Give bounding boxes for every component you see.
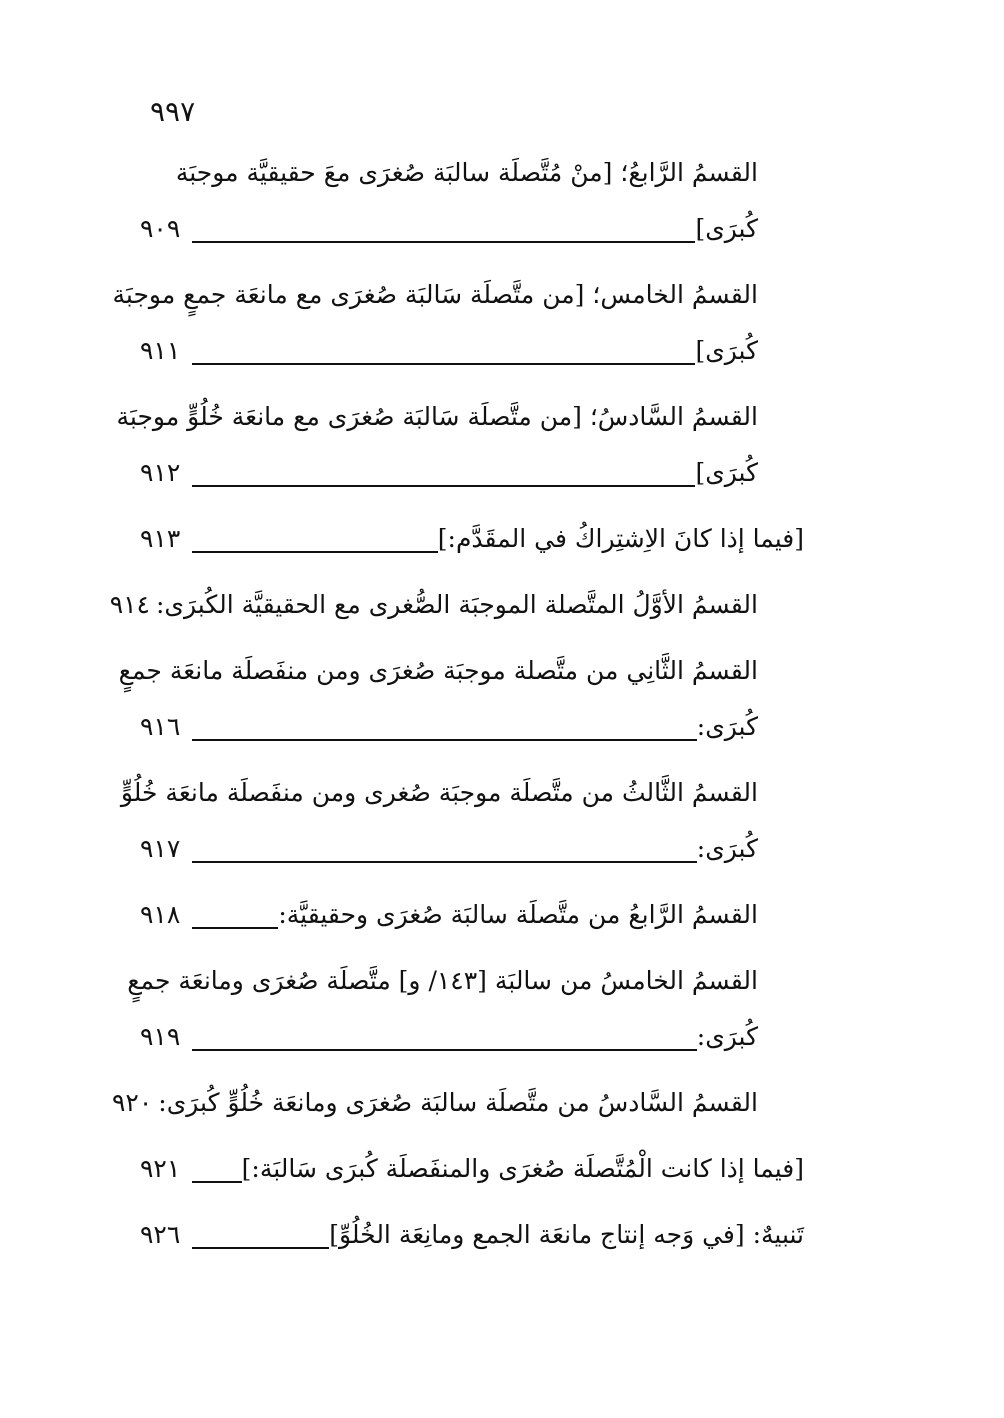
- leader-line: [192, 537, 437, 553]
- toc-entry-title: كُبرَى:: [696, 712, 758, 741]
- leader-line: [192, 1035, 696, 1051]
- leader-line: [192, 725, 696, 741]
- toc-entry-title-line: القسمُ الثَّانِي من متَّصلة موجبَة صُغرَى ومن منفَصلَة مانعَة جمعٍ: [118, 656, 758, 685]
- leader-line: [192, 471, 695, 487]
- toc-entry-title-line: القسمُ الثَّالثُ من متَّصلَة موجبَة صُغرى ومن منفَصلَة مانعَة خُلُوٍّ: [120, 778, 758, 807]
- toc-entry-page-number: ٩١٩: [140, 1022, 181, 1051]
- toc-entry-page-number: ٩١١: [140, 336, 181, 365]
- toc-entry-page-number: ٩١٦: [140, 712, 181, 741]
- toc-entry-page-number: ٩٢٠: [111, 1088, 153, 1117]
- leader-line: [192, 847, 696, 863]
- toc-entry-title: كُبرَى:: [696, 834, 758, 863]
- toc-entry-title: كُبرَى]: [695, 336, 758, 365]
- toc-entry-title-line: القسمُ السَّادسُ؛ [من متَّصلَة سَالبَة صُغرَى مع مانعَة خُلُوٍّ موجبَة: [116, 402, 758, 431]
- leader-line: [192, 1233, 329, 1249]
- toc-entry-page-number: ٩١٧: [140, 834, 181, 863]
- toc-entry-title: كُبرَى]: [695, 458, 758, 487]
- leader-line: [192, 349, 695, 365]
- toc-entry-title: كُبرَى:: [696, 1022, 758, 1051]
- toc-entry-title: [فيما إذا كانَ الاِشتِراكُ في المقَدَّم:]: [437, 524, 804, 553]
- toc-entry-title-line: القسمُ الرَّابعُ؛ [منْ مُتَّصلَة سالبَة صُغرَى معَ حقيقيَّة موجبَة: [175, 158, 758, 187]
- toc-entry-page-number: ٩١٤: [109, 590, 150, 619]
- toc-entry-title: القسمُ السَّادسُ من متَّصلَة سالبَة صُغرَى ومانعَة خُلُوٍّ كُبرَى:: [158, 1088, 758, 1117]
- toc-entry-title: تَنبيهٌ: [في وَجه إنتاج مانعَة الجمع ومانِعَة الخُلُوِّ]: [329, 1220, 804, 1249]
- toc-entry-page-number: ٩٢٦: [140, 1220, 181, 1249]
- toc-entry-page-number: ٩١٢: [140, 458, 181, 487]
- toc-entry-page-number: ٩٠٩: [140, 214, 181, 243]
- toc-entry-page-number: ٩٢١: [140, 1154, 181, 1183]
- toc-entry-title-line: القسمُ الخامسُ من سالبَة [١٤٣/ و] متَّصلَة صُغرَى ومانعَة جمعٍ: [127, 966, 758, 995]
- page-number: ٩٩٧: [150, 95, 196, 128]
- toc-entry-page-number: ٩١٨: [140, 900, 181, 929]
- leader-line: [192, 913, 278, 929]
- toc-entry-title: كُبرَى]: [695, 214, 758, 243]
- toc-entry-title-line: القسمُ الخامس؛ [من متَّصلَة سَالبَة صُغرَى مع مانعَة جمعٍ موجبَة: [112, 280, 758, 309]
- toc-entry-page-number: ٩١٣: [140, 524, 181, 553]
- toc-entry-title: [فيما إذا كانت الْمُتَّصلَة صُغرَى والمنفَصلَة كُبرَى سَالبَة:]: [241, 1154, 804, 1183]
- toc-entry-title: القسمُ الرَّابعُ من متَّصلَة سالبَة صُغرَى وحقيقيَّة:: [278, 900, 758, 929]
- leader-line: [192, 1167, 241, 1183]
- toc-entry-title: القسمُ الأوَّلُ المتَّصلة الموجبَة الصُّغرى مع الحقيقيَّة الكُبرَى:: [155, 590, 758, 619]
- table-of-contents: [0, 145, 1004, 1285]
- leader-line: [192, 227, 695, 243]
